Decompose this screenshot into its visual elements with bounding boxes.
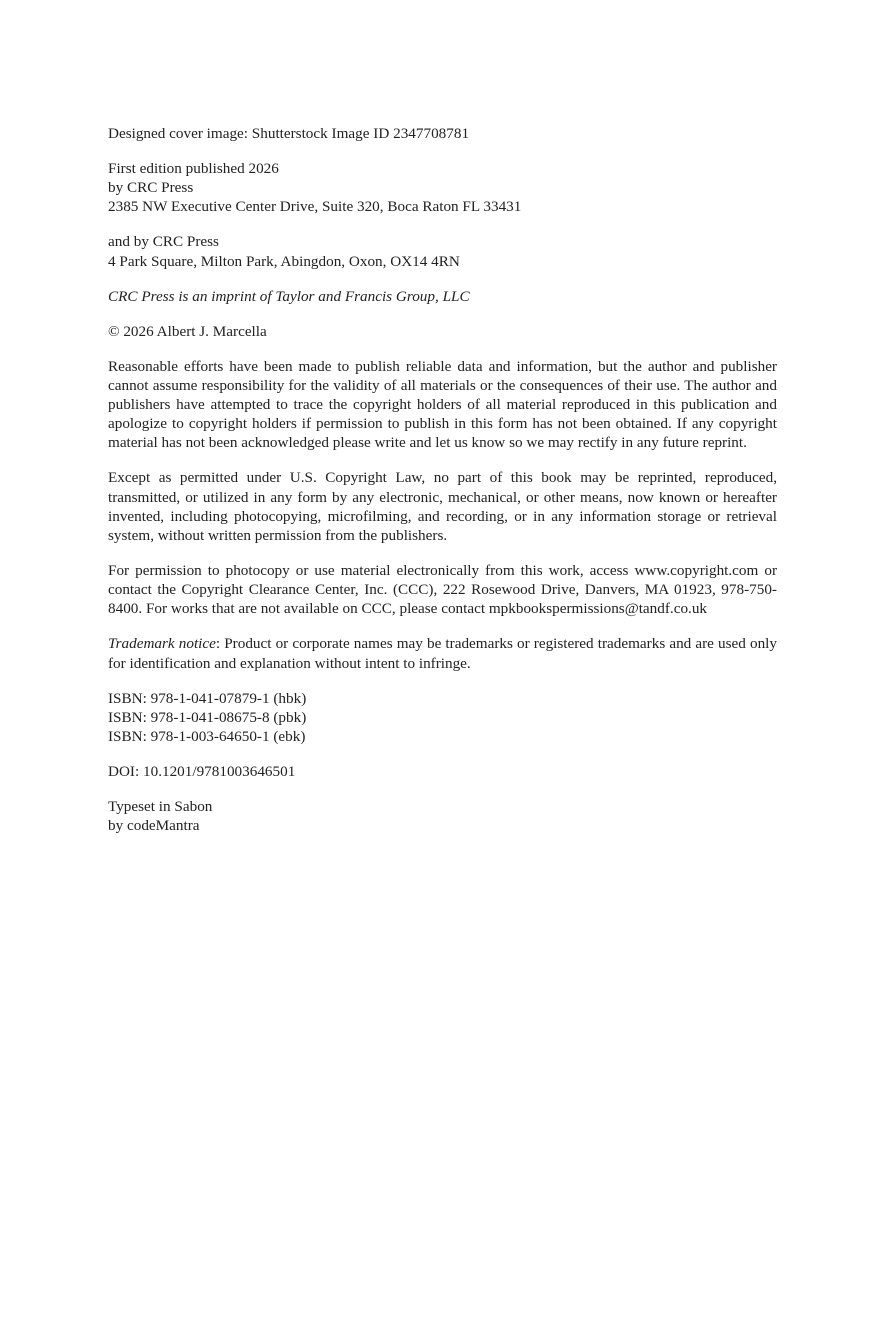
imprint-statement	[108, 287, 777, 306]
copyright-law-paragraph: Except as permitted under U.S. Copyright Law, no part of this book may be reprinted, reproduced, transmitted, or utilized in any form by any electronic, mechanical, or other means, now known or hereafter invented, including photocopying, microfilming, and recording, or in any information storage or retrieval system, without written permission from the publishers.	[108, 469, 777, 545]
permissions-paragraph: For permission to photocopy or use material electronically from this work, access www.​copyright.com or contact the Copyright Clearance Center, Inc. (CCC), 222 Rosewood Drive, Danvers, MA 01923, 978-750-8400. For works that are not available on CCC, please contact mpkbookspermissions@tandf.co.uk	[108, 562, 777, 618]
doi-info	[108, 762, 777, 781]
typeset-font: Typeset in Sabon	[108, 798, 213, 816]
publisher-line: by CRC Press	[108, 179, 194, 197]
isbn-list	[108, 689, 777, 747]
publisher-address-uk: 4 Park Square, Milton Park, Abingdon, Oxon, OX14 4RN	[108, 252, 460, 270]
isbn-ebook: ISBN: 978-1-003-64650-1 (ebk)	[108, 728, 306, 746]
trademark-text: : Product or corporate names may be trademarks or registered trademarks and are used only for identification and explanation without intent to infringe.	[108, 635, 777, 672]
trademark-paragraph	[108, 634, 777, 672]
isbn-paperback: ISBN: 978-1-041-08675-8 (pbk)	[108, 708, 307, 726]
imprint-text: CRC Press is an imprint of Taylor and Francis Group, LLC	[108, 287, 470, 305]
typeset-info	[108, 797, 777, 835]
copyright-notice	[108, 322, 777, 341]
second-publisher-info	[108, 232, 777, 270]
copyright-text: © 2026 Albert J. Marcella	[108, 322, 267, 340]
edition-line: First edition published 2026	[108, 160, 279, 177]
trademark-label: Trademark notice	[108, 635, 216, 653]
second-publisher-line: and by CRC Press	[108, 233, 219, 251]
isbn-hardback: ISBN: 978-1-041-07879-1 (hbk)	[108, 689, 307, 707]
publisher-address-us: 2385 NW Executive Center Drive, Suite 320, Boca Raton FL 33431	[108, 198, 522, 216]
copyright-page	[108, 124, 777, 851]
typesetter: by codeMantra	[108, 817, 200, 835]
disclaimer-paragraph: Reasonable efforts have been made to publish reliable data and information, but the author and publisher cannot assume responsibility for the validity of all materials or the consequences of their use. The author and publishers have attempted to trace the copyright holders of all material reproduced in this publication and apologize to copyright holders if permission to publish in this form has not been obtained. If any copyright material has not been acknowledged please write and let us know so we may rectify in any future reprint.	[108, 357, 777, 452]
cover-image-credit-text: Designed cover image: Shutterstock Image ID 2347708781	[108, 125, 470, 142]
cover-image-credit	[108, 124, 777, 143]
doi-text: DOI: 10.1201/9781003646501	[108, 763, 296, 781]
edition-info	[108, 159, 777, 217]
